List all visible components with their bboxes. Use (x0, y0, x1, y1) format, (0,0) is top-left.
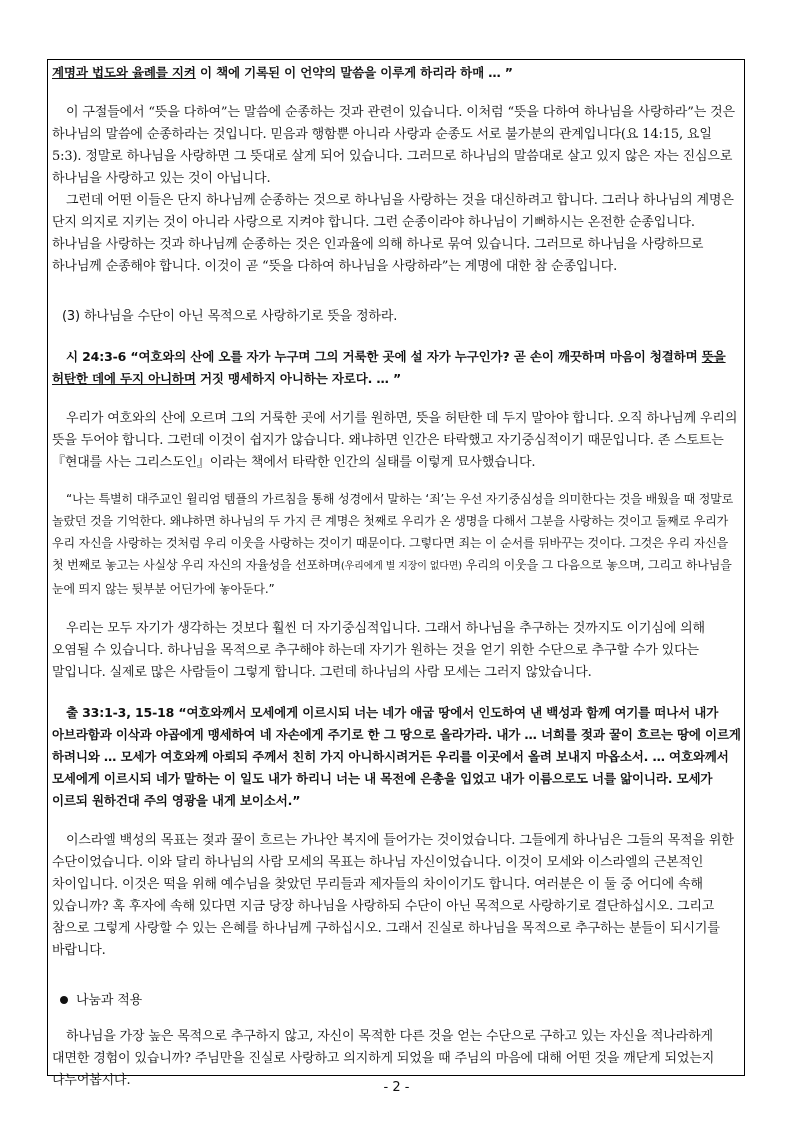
sharing-text: 하나님을 가장 높은 목적으로 추구하지 않고, 자신이 목적한 다른 것을 얻는 수단으로 구하고 있는 자신을 적나라하게 대면한 경험이 있습니까? 주님만을 진실로 사랑하고 의지하게 되었을 때 주님의 마음에 대해 어떤 것을 깨닫게 되었는지 나누어봅시다. (52, 1029, 715, 1088)
paragraph-true-obedience: 그런데 어떤 이들은 단지 하나님께 순종하는 것으로 하나님을 사랑하는 것을 대신하려고 합니다. 그러나 하나님의 계명은 단지 의지로 지키는 것이 아니라 사랑으로 지켜야 합니다. 그런 순종이라야 하나님이 기뻐하시는 온전한 순종입니다. 하나님을 사랑하는 것과 하나님께 순종하는 것은 인과율에 의해 하나로 묶여 있습니다. 그러므로 하나님을 사랑하므로 하나님께 순종해야 합니다. 이것이 곧 “뜻을 다하여 하나님을 사랑하라”는 계명에 대한 참 순종입니다. (52, 193, 734, 274)
stott-quote-main: “나는 특별히 대주교인 윌리엄 템플의 가르침을 통해 성경에서 말하는 ‘죄’는 우선 자기중심성을 의미한다는 것을 배웠을 때 정말로 놀랐던 것을 기억한다. 왜냐하면 하나님의 두 가지 큰 계명은 첫째로 우리가 온 생명을 다해서 그분을 사랑하는 것이고 둘째로 우리가 우리 자신을 사랑하는 것처럼 우리 이웃을 사랑하는 것이기 때문이다. 그렇다면 죄는 이 순서를 뒤바꾸는 것이다. 그것은 우리 자신을 첫 번째로 놓고는 사실상 우리 자신의 자율성을 선포하며 (52, 492, 734, 572)
section-heading: (3) 하나님을 수단이 아닌 목적으로 사랑하기로 뜻을 정하라. (62, 309, 398, 324)
stott-quote (52, 488, 742, 600)
top-quote-underlined: 계명과 법도와 율례를 지켜 (52, 65, 196, 80)
page-content (52, 62, 742, 1092)
paragraph-moses-goal: 이스라엘 백성의 목표는 젖과 꿀이 흐르는 가나안 복지에 들어가는 것이었습니다. 그들에게 하나님은 그들의 목적을 위한 수단이었습니다. 이와 달리 하나님의 사람 모세의 목표는 하나님 자신이었습니다. 이것이 모세와 이스라엘의 근본적인 차이입니다. 이것은 떡을 위해 예수님을 찾았던 무리들과 제자들의 차이이기도 합니다. 여러분은 이 둘 중 어디에 속해 있습니까? 혹 후자에 속해 있다면 지금 당장 하나님을 사랑하되 수단이 아닌 목적으로 사랑하기로 결단하십시오. 그리고 참으로 그렇게 사랑할 수 있는 은혜를 하나님께 구하십시오. 그래서 진실로 하나님을 목적으로 추구하는 분들이 되시기를 바랍니다. (52, 833, 734, 958)
stott-quote-end: 우리의 이웃을 그 다음으로 놓으며, 그리고 하나님을 눈에 띄지 않는 뒷부분 어딘가에 놓아둔다.” (52, 558, 732, 596)
top-quote-rest: 이 책에 기록된 이 언약의 말씀을 이루게 하리라 하매 … ” (195, 65, 513, 80)
psalm-quote-underlined: 뜻을 허탄한 데에 두지 아니하며 (52, 349, 726, 386)
page-number: - 2 - (383, 1080, 410, 1095)
bullet-icon (60, 996, 68, 1004)
paragraph-selfishness: 우리는 모두 자기가 생각하는 것보다 훨씬 더 자기중심적입니다. 그래서 하나님을 추구하는 것까지도 이기심에 의해 오염될 수 있습니다. 하나님을 목적으로 추구해야 하는데 자기가 원하는 것을 얻기 위한 수단으로 추구할 수가 있다는 말입니다. 실제로 많은 사람들이 그렇게 합니다. 그런데 하나님의 사람 모세는 그러지 않았습니다. (52, 621, 705, 680)
psalm-quote-after: 거짓 맹세하지 아니하는 자로다. … ” (195, 371, 402, 386)
psalm-quote-before: 시 24:3-6 “여호와의 산에 오를 자가 누구며 그의 거룩한 곳에 설 자가 누구인가? 곧 손이 깨끗하며 마음이 청결하며 (66, 349, 702, 364)
paragraph-self-centered: 우리가 여호와의 산에 오르며 그의 거룩한 곳에 서기를 원하면, 뜻을 허탄한 데 두지 말아야 합니다. 오직 하나님께 우리의 뜻을 두어야 합니다. 그런데 이것이 쉽지가 않습니다. 왜냐하면 인간은 타락했고 자기중심적이기 때문입니다. 존 스토트는『현대를 사는 그리스도인』이라는 책에서 타락한 인간의 실태를 이렇게 묘사했습니다. (52, 411, 738, 470)
exodus-quote: 출 33:1-3, 15-18 “여호와께서 모세에게 이르시되 너는 네가 애굽 땅에서 인도하여 낸 백성과 함께 여기를 떠나서 내가 아브라함과 이삭과 야곱에게 맹세하여 네 자손에게 주기로 한 그 땅으로 올라가라. 내가 … 너희를 젖과 꿀이 흐르는 땅에 이르게 하려니와 … 모세가 여호와께 아뢰되 주께서 친히 가지 아니하시려거든 우리를 이곳에서 올려 보내지 마옵소서. … 여호와께서 모세에게 이르시되 네가 말하는 이 일도 내가 하리니 너는 내 목전에 은총을 입었고 내가 이름으로도 너를 앎이니라. 모세가 이르되 원하건대 주의 영광을 내게 보이소서.” (52, 705, 741, 808)
sharing-heading-label: 나눔과 적용 (76, 993, 143, 1008)
top-quote (52, 62, 742, 84)
paragraph-obedience: 이 구절들에서 “뜻을 다하여”는 말씀에 순종하는 것과 관련이 있습니다. 이처럼 “뜻을 다하여 하나님을 사랑하라”는 것은 하나님의 말씀에 순종하라는 것입니다. 믿음과 행함뿐 아니라 사랑과 순종도 서로 불가분의 관계입니다(요 14:15, 요일 5:3). 정말로 하나님을 사랑하면 그 뜻대로 살게 되어 있습니다. 그러므로 하나님의 말씀대로 살고 있지 않은 자는 진심으로 하나님을 사랑하고 있는 것이 아닙니다. (52, 105, 735, 186)
stott-quote-small: (우리에게 별 지장이 없다면) (340, 561, 463, 572)
sharing-heading (52, 990, 742, 1012)
psalm-quote (52, 346, 742, 390)
